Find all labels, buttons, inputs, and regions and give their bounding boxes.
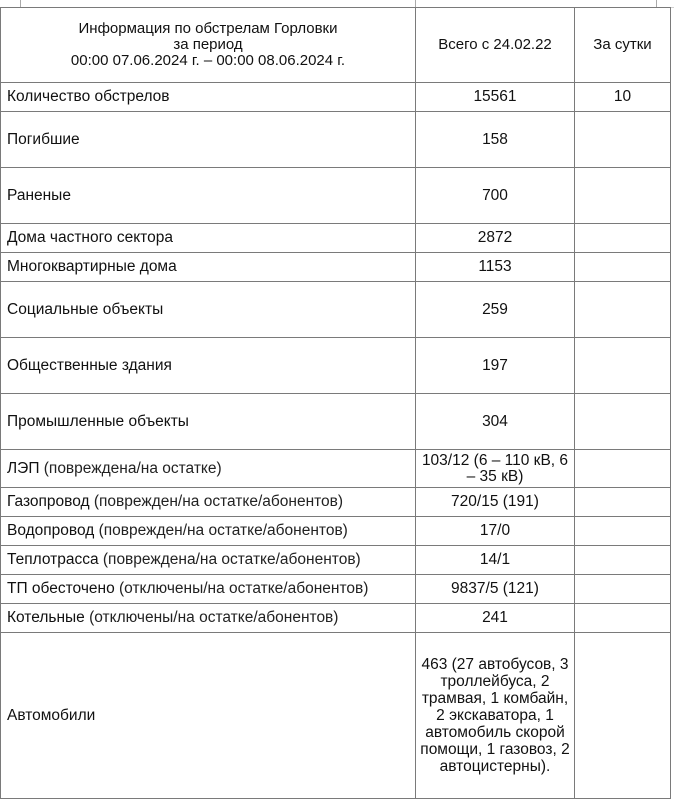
- table-row: [1, 488, 671, 517]
- row-total: [416, 633, 575, 799]
- table-row: [1, 394, 671, 450]
- row-total: 14/1: [416, 546, 575, 575]
- row-day: [575, 338, 671, 394]
- row-total: 197: [416, 338, 575, 394]
- row-label-main: Водопровод: [7, 522, 95, 539]
- row-label: [1, 338, 416, 394]
- table-row: [1, 575, 671, 604]
- row-label: [1, 604, 416, 633]
- title-line-1: Информация по обстрелам Горловки: [78, 20, 338, 37]
- row-total: 17/0: [416, 517, 575, 546]
- row-day: [575, 253, 671, 282]
- row-total: 15561: [416, 83, 575, 112]
- row-day: [575, 633, 671, 799]
- row-day: 10: [575, 83, 671, 112]
- row-day: [575, 546, 671, 575]
- row-day: [575, 488, 671, 517]
- table-row: [1, 112, 671, 168]
- row-label-main: Дома частного сектора: [7, 229, 173, 246]
- table-row: [1, 83, 671, 112]
- row-total: 103/12 (6 – 110 кВ, 6 – 35 кВ): [416, 450, 575, 488]
- row-label-note: (повреждена/на остатке): [39, 459, 222, 477]
- row-label-main: Погибшие: [7, 130, 80, 148]
- table-row: [1, 282, 671, 338]
- row-total: 304: [416, 394, 575, 450]
- row-label: [1, 282, 416, 338]
- row-label-main: Раненые: [7, 186, 71, 204]
- row-label: [1, 394, 416, 450]
- row-label-main: Автомобили: [7, 706, 96, 724]
- row-label-main: Промышленные объекты: [7, 412, 189, 430]
- title-line-3: 00:00 07.06.2024 г. – 00:00 08.06.2024 г.: [70, 52, 346, 69]
- row-day: [575, 604, 671, 633]
- table-row: [1, 253, 671, 282]
- col-total-header: Всего с 24.02.22: [416, 8, 575, 83]
- table-row: [1, 338, 671, 394]
- row-label-note: (поврежден/на остатке/абонентов): [94, 522, 348, 539]
- row-total: 158: [416, 112, 575, 168]
- row-total: 9837/5 (121): [416, 575, 575, 604]
- row-label: [1, 575, 416, 604]
- row-label-note: (поврежден/на остатке/абонентов): [89, 493, 344, 510]
- row-day: [575, 450, 671, 488]
- row-total: 700: [416, 168, 575, 224]
- row-day: [575, 112, 671, 168]
- row-day: [575, 394, 671, 450]
- row-label: [1, 546, 416, 575]
- table-row: [1, 517, 671, 546]
- vehicles-breakdown: 463 (27 автобусов, 3 троллейбуса, 2 трамвая, 1 комбайн, 2 экскаватора, 1 автомобиль скорой помощи, 1 газовоз, 2 автоцистерны).: [420, 656, 570, 775]
- table-row: [1, 546, 671, 575]
- row-label-main: Общественные здания: [7, 356, 172, 374]
- row-label: [1, 517, 416, 546]
- row-day: [575, 282, 671, 338]
- row-label: [1, 253, 416, 282]
- row-total: 259: [416, 282, 575, 338]
- row-day: [575, 224, 671, 253]
- row-label-main: Теплотрасса: [7, 551, 99, 568]
- row-label: [1, 168, 416, 224]
- table-title-cell: [1, 8, 416, 83]
- row-label: [1, 224, 416, 253]
- row-label: [1, 112, 416, 168]
- row-total: 720/15 (191): [416, 488, 575, 517]
- row-label-main: Котельные: [7, 609, 85, 626]
- row-total: 2872: [416, 224, 575, 253]
- row-label: [1, 83, 416, 112]
- row-label-main: Многоквартирные дома: [7, 258, 177, 275]
- row-day: [575, 168, 671, 224]
- row-label: [1, 488, 416, 517]
- col-day-header: За сутки: [575, 8, 671, 83]
- row-label-note: (отключены/на остатке/абонентов): [84, 609, 339, 626]
- row-label-main: ТП обесточено: [7, 580, 115, 597]
- table-row: [1, 168, 671, 224]
- table-row: [1, 604, 671, 633]
- row-label-main: Социальные объекты: [7, 300, 164, 318]
- row-total: 1153: [416, 253, 575, 282]
- row-day: [575, 517, 671, 546]
- table-header-row: [1, 8, 671, 83]
- row-day: [575, 575, 671, 604]
- table-row: [1, 633, 671, 799]
- row-label-main: Газопровод: [7, 493, 90, 510]
- row-total: 241: [416, 604, 575, 633]
- table-row: [1, 450, 671, 488]
- shelling-info-table: [0, 7, 671, 799]
- table-row: [1, 224, 671, 253]
- row-label: [1, 633, 416, 799]
- row-label-main: Количество обстрелов: [7, 88, 170, 105]
- row-label: [1, 450, 416, 488]
- row-label-note: (отключены/на остатке/абонентов): [114, 580, 369, 597]
- row-label-main: ЛЭП: [7, 459, 40, 477]
- title-line-2: за период: [173, 36, 243, 53]
- row-label-note: (повреждена/на остатке/абонентов): [98, 551, 361, 568]
